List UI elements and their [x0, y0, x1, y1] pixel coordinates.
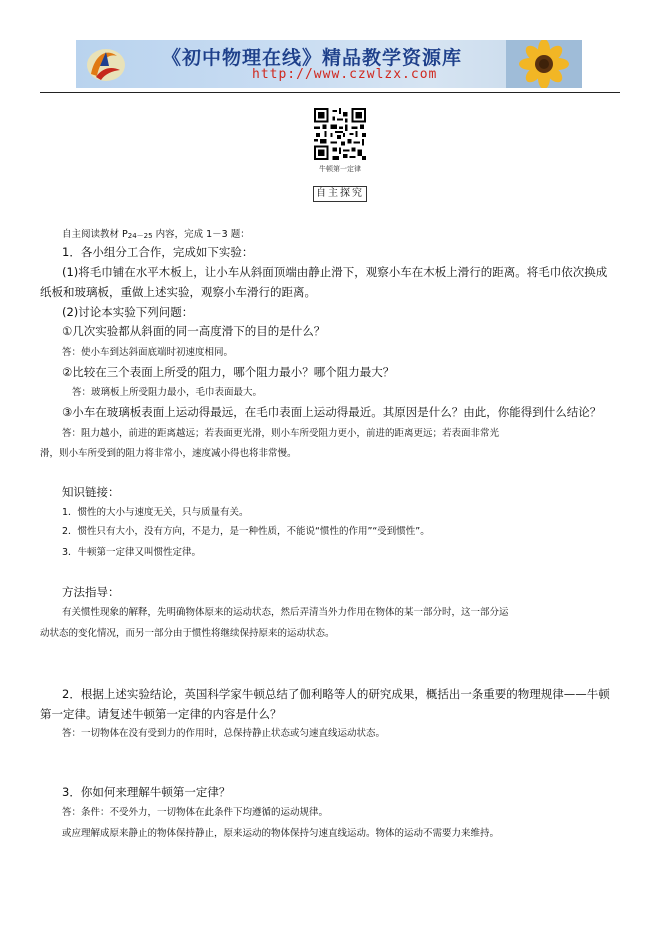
- knowledge-item: 2．惯性只有大小，没有方向，不是力，是一种性质，不能说“惯性的作用”“受到惯性”。: [62, 526, 430, 537]
- method-line2: 动状态的变化情况，而另一部分由于惯性将继续保持原来的运动状态。: [40, 628, 335, 639]
- q1-step1-line2: 纸板和玻璃板，重做上述实验，观察小车滑行的距离。: [40, 285, 316, 299]
- q2-line1: 2．根据上述实验结论，英国科学家牛顿总结了伽利略等人的研究成果，概括出一条重要的物理规律——牛顿: [62, 687, 610, 701]
- q3-answer-line2: 或应理解成原来静止的物体保持静止，原来运动的物体保持匀速直线运动。物体的运动不需要力来维持。: [62, 828, 500, 839]
- knowledge-item: 3．牛顿第一定律又叫惯性定律。: [62, 547, 202, 558]
- q1-sub-a-question: ①几次实验都从斜面的同一高度滑下的目的是什么？: [62, 324, 326, 338]
- q1-sub-c-answer-line1: 答：阻力越小，前进的距离越远；若表面更光滑，则小车所受阻力更小，前进的距离更远；若表面非常光: [62, 428, 500, 439]
- sunflower-icon: [506, 40, 582, 88]
- header-banner: [76, 40, 582, 88]
- q2-line2: 第一定律。请复述牛顿第一定律的内容是什么？: [40, 707, 282, 721]
- section-tag: 自主探究: [313, 186, 367, 202]
- q1-sub-b-answer: 答：玻璃板上所受阻力最小，毛巾表面最大。: [72, 387, 263, 398]
- method-line1: 有关惯性现象的解释，先明确物体原来的运动状态，然后弄清当外力作用在物体的某一部分时，这一部分运: [62, 607, 509, 618]
- q1-sub-c-question: ③小车在玻璃板表面上运动得最远，在毛巾表面上运动得最近。其原因是什么？由此，你能得到什么结论？: [62, 405, 602, 419]
- q1-step2: (2)讨论本实验下列问题：: [62, 305, 194, 319]
- qr-code-icon[interactable]: [314, 108, 366, 160]
- q2-answer: 答：一切物体在没有受到力的作用时，总保持静止状态或匀速直线运动状态。: [62, 728, 386, 739]
- method-heading: 方法指导：: [62, 585, 120, 599]
- intro-suffix: 内容，完成 1－3 题：: [152, 229, 250, 240]
- q1-step1-line1: (1)将毛巾铺在水平木板上，让小车从斜面顶端由静止滑下，观察小车在木板上滑行的距离。将毛巾依次换成: [62, 265, 608, 279]
- intro-text: [62, 228, 250, 243]
- site-url[interactable]: http://www.czwlzx.com: [252, 67, 438, 82]
- q1-sub-a-answer: 答：使小车到达斜面底端时初速度相同。: [62, 347, 234, 358]
- knowledge-item: 1．惯性的大小与速度无关，只与质量有关。: [62, 507, 249, 518]
- knowledge-heading: 知识链接：: [62, 485, 120, 499]
- intro-page-range: 24－25: [127, 232, 153, 240]
- q1-sub-c-answer-line2: 滑，则小车所受到的阻力将非常小，速度减小得也将非常慢。: [40, 448, 297, 459]
- q1-sub-b-question: ②比较在三个表面上所受的阻力，哪个阻力最小？哪个阻力最大？: [62, 365, 395, 379]
- header-divider: [40, 92, 620, 93]
- q3-title: 3．你如何来理解牛顿第一定律？: [62, 785, 231, 799]
- site-logo: [82, 44, 128, 84]
- qr-caption: 牛顿第一定律: [319, 165, 361, 173]
- q1-title: 1．各小组分工合作，完成如下实验：: [62, 245, 254, 259]
- site-title: 《初中物理在线》精品教学资源库: [162, 47, 463, 69]
- q3-answer-line1: 答：条件：不受外力，一切物体在此条件下均遵循的运动规律。: [62, 807, 329, 818]
- intro-prefix: 自主阅读教材 P: [62, 229, 128, 240]
